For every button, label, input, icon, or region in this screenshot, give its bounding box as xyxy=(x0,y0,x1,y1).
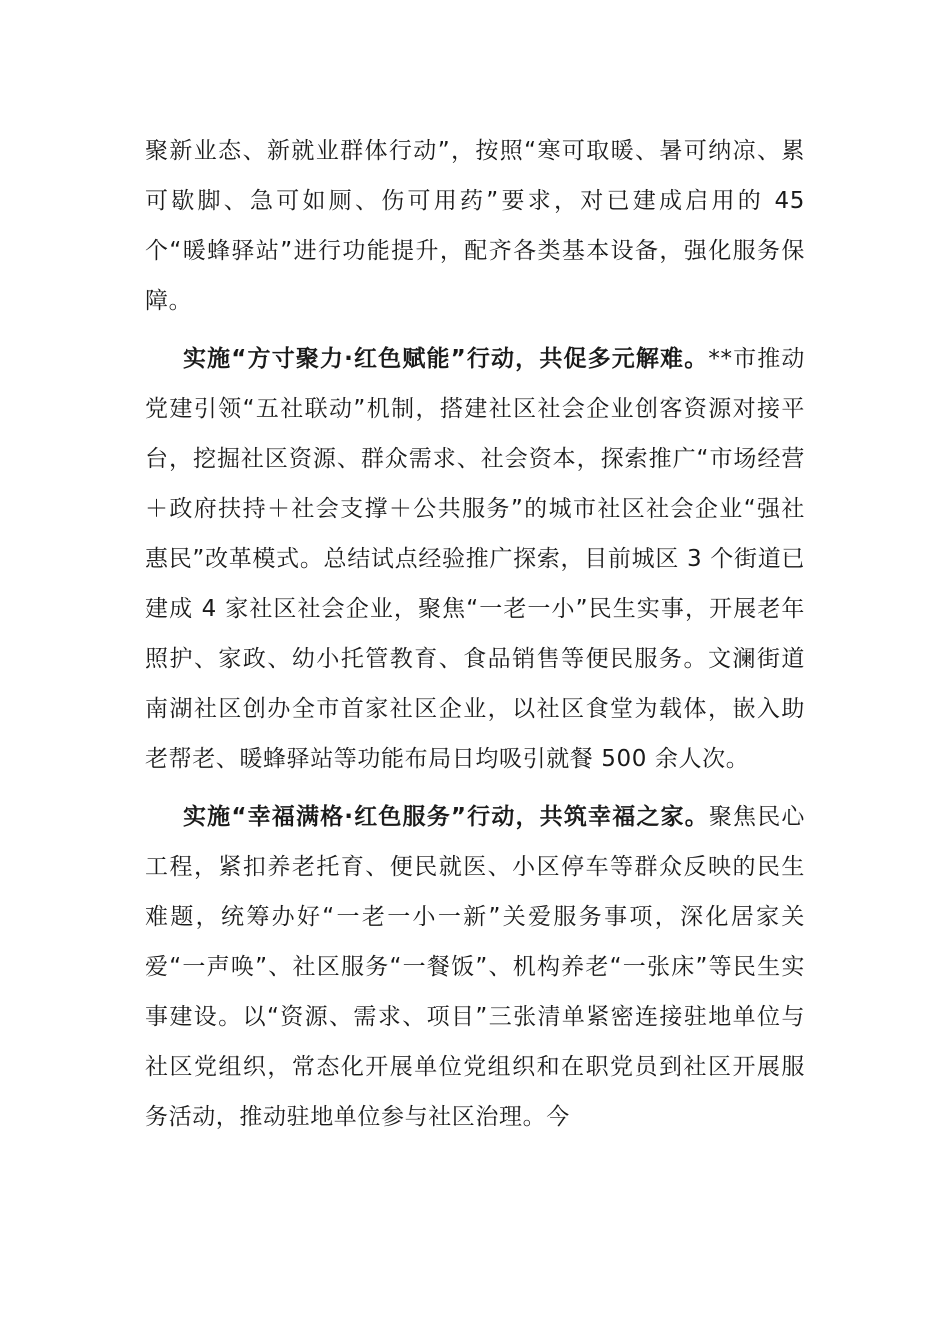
paragraph-2-heading: 实施“方寸聚力·红色赋能”行动，共促多元解难。 xyxy=(183,346,709,372)
document-body xyxy=(145,126,805,1150)
paragraph-1 xyxy=(145,126,805,326)
paragraph-2 xyxy=(145,334,805,784)
paragraph-1-body: 聚新业态、新就业群体行动”，按照“寒可取暖、暑可纳凉、累可歇脚、急可如厕、伤可用药”要求，对已建成启用的 45 个“暖蜂驿站”进行功能提升，配齐各类基本设备，强化服务保障。 xyxy=(145,138,805,314)
paragraph-3 xyxy=(145,792,805,1142)
paragraph-2-body: **市推动党建引领“五社联动”机制，搭建社区社会企业创客资源对接平台，挖掘社区资源、群众需求、社会资本，探索推广“市场经营＋政府扶持＋社会支撑＋公共服务”的城市社区社会企业“强社惠民”改革模式。总结试点经验推广探索，目前城区 3 个街道已建成 4 家社区社会企业，聚焦“一老一小”民生实事，开展老年照护、家政、幼小托管教育、食品销售等便民服务。文澜街道南湖社区创办全市首家社区企业，以社区食堂为载体，嵌入助老帮老、暖蜂驿站等功能布局日均吸引就餐 500 余人次。 xyxy=(145,346,805,772)
paragraph-3-heading: 实施“幸福满格·红色服务”行动，共筑幸福之家。 xyxy=(183,804,709,830)
paragraph-3-body: 聚焦民心工程，紧扣养老托育、便民就医、小区停车等群众反映的民生难题，统筹办好“一老一小一新”关爱服务事项，深化居家关爱“一声唤”、社区服务“一餐饭”、机构养老“一张床”等民生实事建设。以“资源、需求、项目”三张清单紧密连接驻地单位与社区党组织，常态化开展单位党组织和在职党员到社区开展服务活动，推动驻地单位参与社区治理。今 xyxy=(145,804,805,1130)
